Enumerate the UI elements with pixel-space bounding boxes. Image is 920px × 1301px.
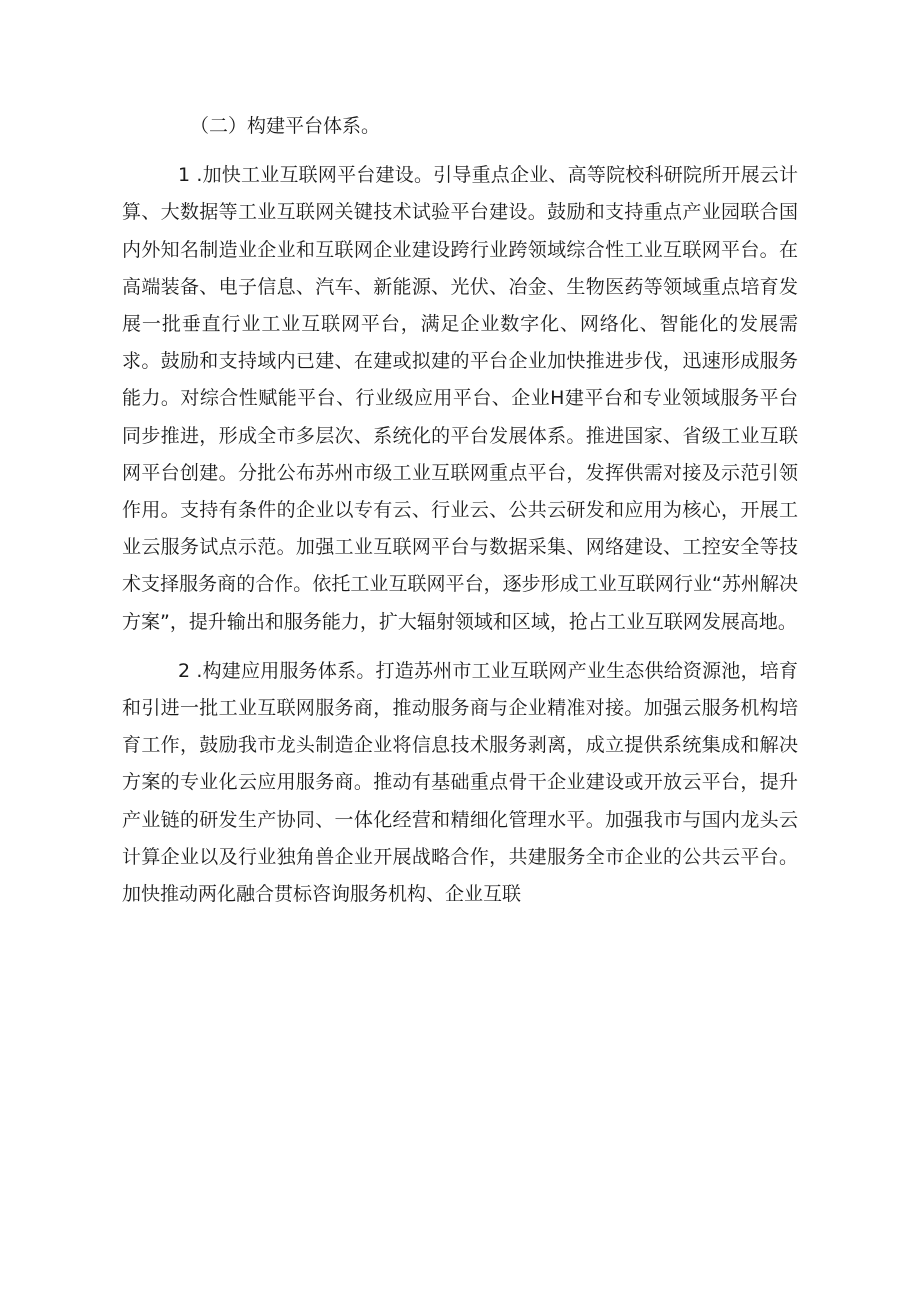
paragraph-service-system: 2 .构建应用服务体系。打造苏州市工业互联网产业生态供给资源池，培育和引进一批工业互联网服务商，推动服务商与企业精准对接。加强云服务机构培育工作，鼓励我市龙头制造企业将信息技术服务剥离，成立提供系统集成和解决方案的专业化云应用服务商。推动有基础重点骨干企业建设或开放云平台，提升产业链的研发生产协同、一体化经营和精细化管理水平。加强我市与国内龙头云计算企业以及行业独角兽企业开展战略合作，共建服务全市企业的公共云平台。加快推动两化融合贯标咨询服务机构、企业互联: [122, 659, 798, 906]
section-heading: （二）构建平台体系。: [190, 115, 381, 137]
paragraph-platform-construction: 1 .加快工业互联网平台建设。引导重点企业、高等院校科研院所开展云计算、大数据等工业互联网关键技术试验平台建设。鼓励和支持重点产业园联合国内外知名制造业企业和互联网企业建设跨行业跨领域综合性工业互联网平台。在高端装备、电子信息、汽车、新能源、光伏、冶金、生物医药等领域重点培育发展一批垂直行业工业互联网平台，满足企业数字化、网络化、智能化的发展需求。鼓励和支持域内已建、在建或拟建的平台企业加快推进步伐，迅速形成服务能力。对综合性赋能平台、行业级应用平台、企业H建平台和专业领域服务平台同步推进，形成全市多层次、系统化的平台发展体系。推进国家、省级工业互联网平台创建。分批公布苏州市级工业互联网重点平台，发挥供需对接及示范引领作用。支持有条件的企业以专有云、行业云、公共云研发和应用为核心，开展工业云服务试点示范。加强工业互联网平台与数据采集、网络建设、工控安全等技术支择服务商的合作。依托工业互联网平台，逐步形成工业互联网行业“苏州解决方案”，提升输出和服务能力，扩大辐射领域和区域，抢占工业互联网发展高地。: [122, 164, 798, 633]
